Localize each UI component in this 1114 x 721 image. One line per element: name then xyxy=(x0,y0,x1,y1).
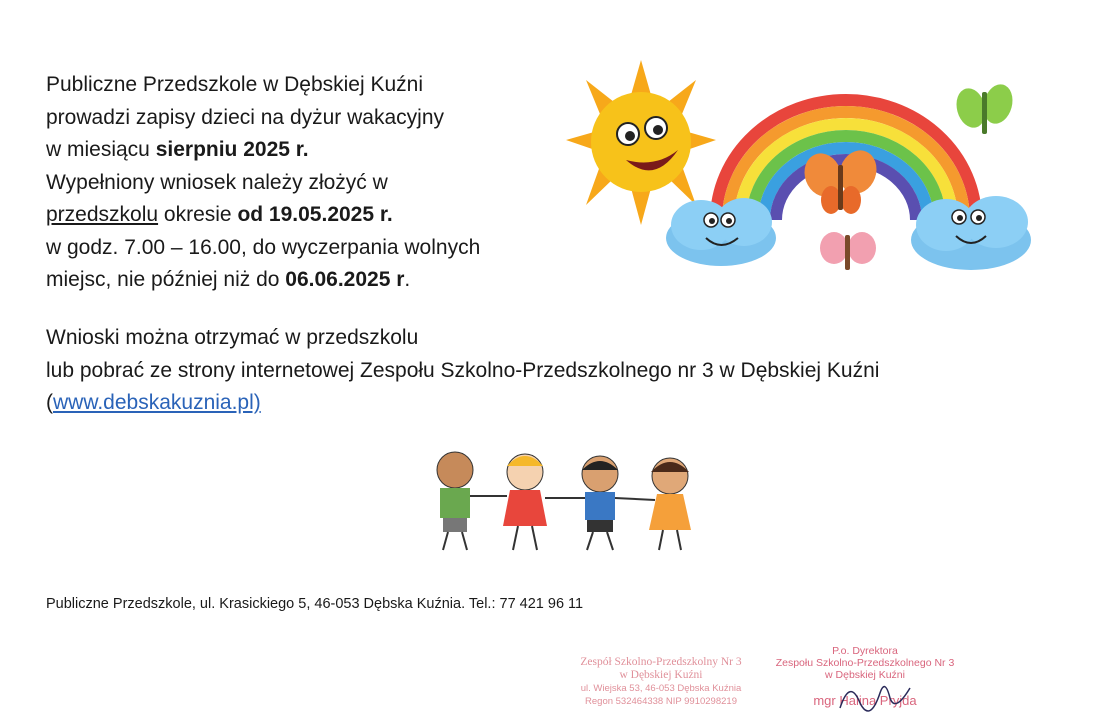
director-stamp: P.o. Dyrektora Zespołu Szkolno-Przedszkolnego Nr 3 w Dębskiej Kuźni mgr Halina Pryjda xyxy=(775,645,955,708)
child-4-icon xyxy=(649,458,691,550)
children-illustration xyxy=(415,448,720,556)
notice-line: w godz. 7.00 – 16.00, do wyczerpania wolnych xyxy=(46,235,481,259)
child-1-icon xyxy=(437,452,473,550)
holding-hands xyxy=(470,496,655,500)
handwritten-signature xyxy=(830,668,930,721)
cloud-right-icon xyxy=(911,196,1031,270)
notice-line: Wypełniony wniosek należy złożyć w xyxy=(46,170,388,194)
notice-line: w miesiącu sierpniu 2025 r. xyxy=(46,138,309,161)
forms-paragraph xyxy=(46,322,879,420)
notice-paragraph xyxy=(46,69,480,297)
footer-contact: Publiczne Przedszkole, ul. Krasickiego 5, 46-053 Dębska Kuźnia. Tel.: 77 421 96 11 xyxy=(46,596,584,612)
child-2-icon xyxy=(503,454,547,550)
notice-line: Publiczne Przedszkole w Dębskiej Kuźni xyxy=(46,73,424,96)
sun-rainbow-illustration xyxy=(566,60,1046,285)
cloud-left-icon xyxy=(666,198,776,266)
butterfly-pink-icon xyxy=(820,232,876,270)
notice-line: miejsc, nie później niż do 06.06.2025 r. xyxy=(46,268,411,291)
butterfly-green-icon xyxy=(952,81,1016,134)
school-stamp: Zespół Szkolno-Przedszkolny Nr 3 w Dębskiej Kuźni ul. Wiejska 53, 46-053 Dębska Kuźnia Regon 532464338 NIP 9910298219 xyxy=(580,656,742,707)
start-date: od 19.05.2025 r. xyxy=(237,203,393,226)
forms-line: lub pobrać ze strony internetowej Zespołu Szkolno-Przedszkolnego nr 3 w Dębskiej Kuźni xyxy=(46,358,880,382)
sun-icon xyxy=(566,60,716,225)
child-3-icon xyxy=(582,456,618,550)
forms-line: (www.debskakuznia.pl) xyxy=(46,391,261,414)
notice-line: prowadzi zapisy dzieci na dyżur wakacyjny xyxy=(46,105,445,129)
end-date: 06.06.2025 r xyxy=(285,268,405,291)
month-highlight: sierpniu 2025 r. xyxy=(155,138,309,161)
notice-line: przedszkolu okresie od 19.05.2025 r. xyxy=(46,203,393,226)
forms-line: Wnioski można otrzymać w przedszkolu xyxy=(46,326,419,349)
website-link[interactable]: www.debskakuznia.pl) xyxy=(53,391,261,414)
